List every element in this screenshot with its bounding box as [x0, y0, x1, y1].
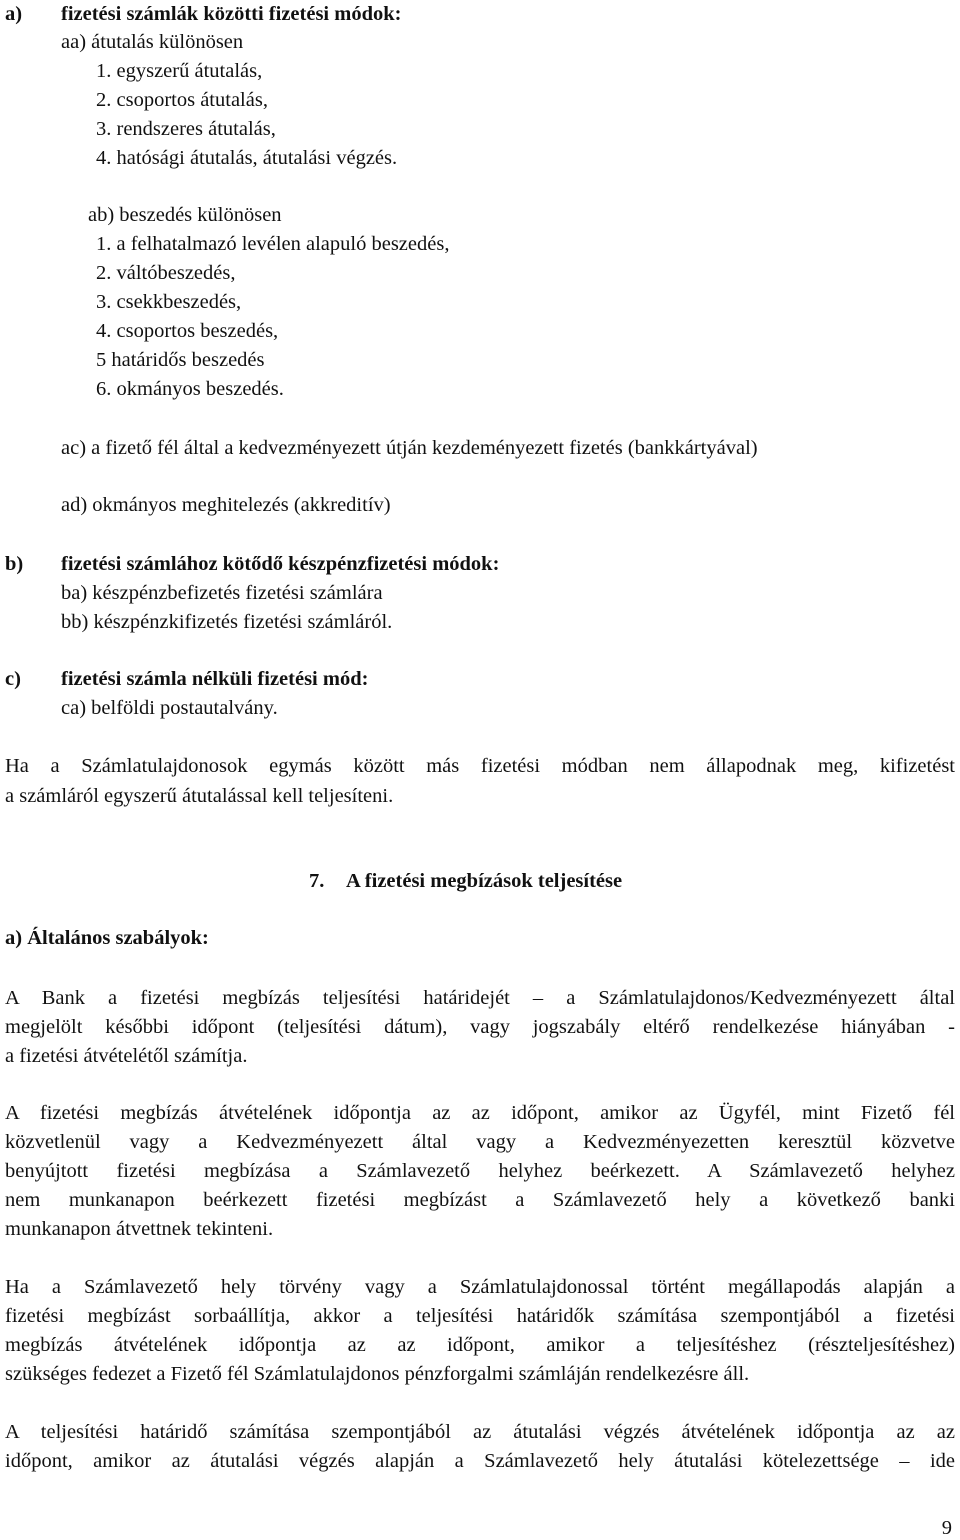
subheading: a) Általános szabályok: — [5, 927, 209, 949]
list-item: 1. a felhatalmazó levélen alapuló beszedés, — [96, 233, 450, 255]
chapter-title: A fizetési megbízások teljesítése — [346, 870, 623, 892]
aa-title: aa) átutalás különösen — [61, 31, 244, 53]
note-line-2: a számláról egyszerű átutalással kell teljesíteni. — [5, 785, 394, 807]
list-item: 1. egyszerű átutalás, — [96, 60, 263, 82]
paragraph-line: közvetlenül vagy a Kedvezményezett által vagy a Kedvezményezetten keresztül közvetve — [5, 1131, 955, 1153]
paragraph-line: A Bank a fizetési megbízás teljesítési határidejét – a Számlatulajdonos/Kedvezményezett által — [5, 987, 955, 1009]
paragraph-line: időpont, amikor az átutalási végzés alapján a Számlavezető hely átutalási kötelezettsége – ide — [5, 1450, 955, 1472]
section-c-heading: fizetési számla nélküli fizetési mód: — [61, 668, 369, 690]
list-item: 4. hatósági átutalás, átutalási végzés. — [96, 147, 398, 169]
ab-title: ab) beszedés különösen — [88, 204, 282, 226]
list-item: 5 határidős beszedés — [96, 349, 265, 371]
list-item: 3. rendszeres átutalás, — [96, 118, 276, 140]
section-a-heading: fizetési számlák közötti fizetési módok: — [61, 3, 402, 25]
paragraph-line: megjelölt későbbi időpont (teljesítési dátum), vagy jogszabály eltérő rendelkezése hiányában - — [5, 1016, 955, 1038]
paragraph-line: Ha a Számlavezető hely törvény vagy a Számlatulajdonossal történt megállapodás alapján a — [5, 1276, 955, 1298]
list-item: 3. csekkbeszedés, — [96, 291, 242, 313]
section-a-marker: a) — [5, 3, 23, 25]
paragraph-line: szükséges fedezet a Fizető fél Számlatulajdonos pénzforgalmi számláján rendelkezésre áll. — [5, 1363, 750, 1385]
list-item: 4. csoportos beszedés, — [96, 320, 279, 342]
paragraph-line: a fizetési átvételétől számítja. — [5, 1045, 248, 1067]
list-item: ba) készpénzbefizetés fizetési számlára — [61, 582, 383, 604]
section-c-marker: c) — [5, 668, 21, 690]
list-item: 6. okmányos beszedés. — [96, 378, 284, 400]
ad-item: ad) okmányos meghitelezés (akkreditív) — [61, 494, 391, 516]
list-item: bb) készpénzkifizetés fizetési számláról. — [61, 611, 393, 633]
paragraph-line: megbízás átvételének időpontja az az időpont, amikor a teljesítéshez (részteljesítéshez) — [5, 1334, 955, 1356]
paragraph-line: nem munkanapon beérkezett fizetési megbízást a Számlavezető hely a következő banki — [5, 1189, 955, 1211]
list-item: 2. csoportos átutalás, — [96, 89, 268, 111]
list-item: ca) belföldi postautalvány. — [61, 697, 278, 719]
note-line-1: Ha a Számlatulajdonosok egymás között más fizetési módban nem állapodnak meg, kifizetést — [5, 755, 955, 777]
chapter-number: 7. — [309, 870, 325, 892]
page-number: 9 — [941, 1517, 952, 1539]
ac-item: ac) a fizető fél által a kedvezményezett útján kezdeményezett fizetés (bankkártyával) — [61, 437, 758, 459]
paragraph-line: fizetési megbízást sorbaállítja, akkor a teljesítési határidők számítása szempontjából a fizetési — [5, 1305, 955, 1327]
paragraph-line: A fizetési megbízás átvételének időpontja az az időpont, amikor az Ügyfél, mint Fizető fél — [5, 1102, 955, 1124]
section-b-marker: b) — [5, 553, 24, 575]
list-item: 2. váltóbeszedés, — [96, 262, 236, 284]
paragraph-line: munkanapon átvettnek tekinteni. — [5, 1218, 274, 1240]
paragraph-line: A teljesítési határidő számítása szempontjából az átutalási végzés átvételének időpontja az az — [5, 1421, 955, 1443]
paragraph-line: benyújtott fizetési megbízása a Számlavezető helyhez beérkezett. A Számlavezető helyhez — [5, 1160, 955, 1182]
section-b-heading: fizetési számlához kötődő készpénzfizetési módok: — [61, 553, 500, 575]
